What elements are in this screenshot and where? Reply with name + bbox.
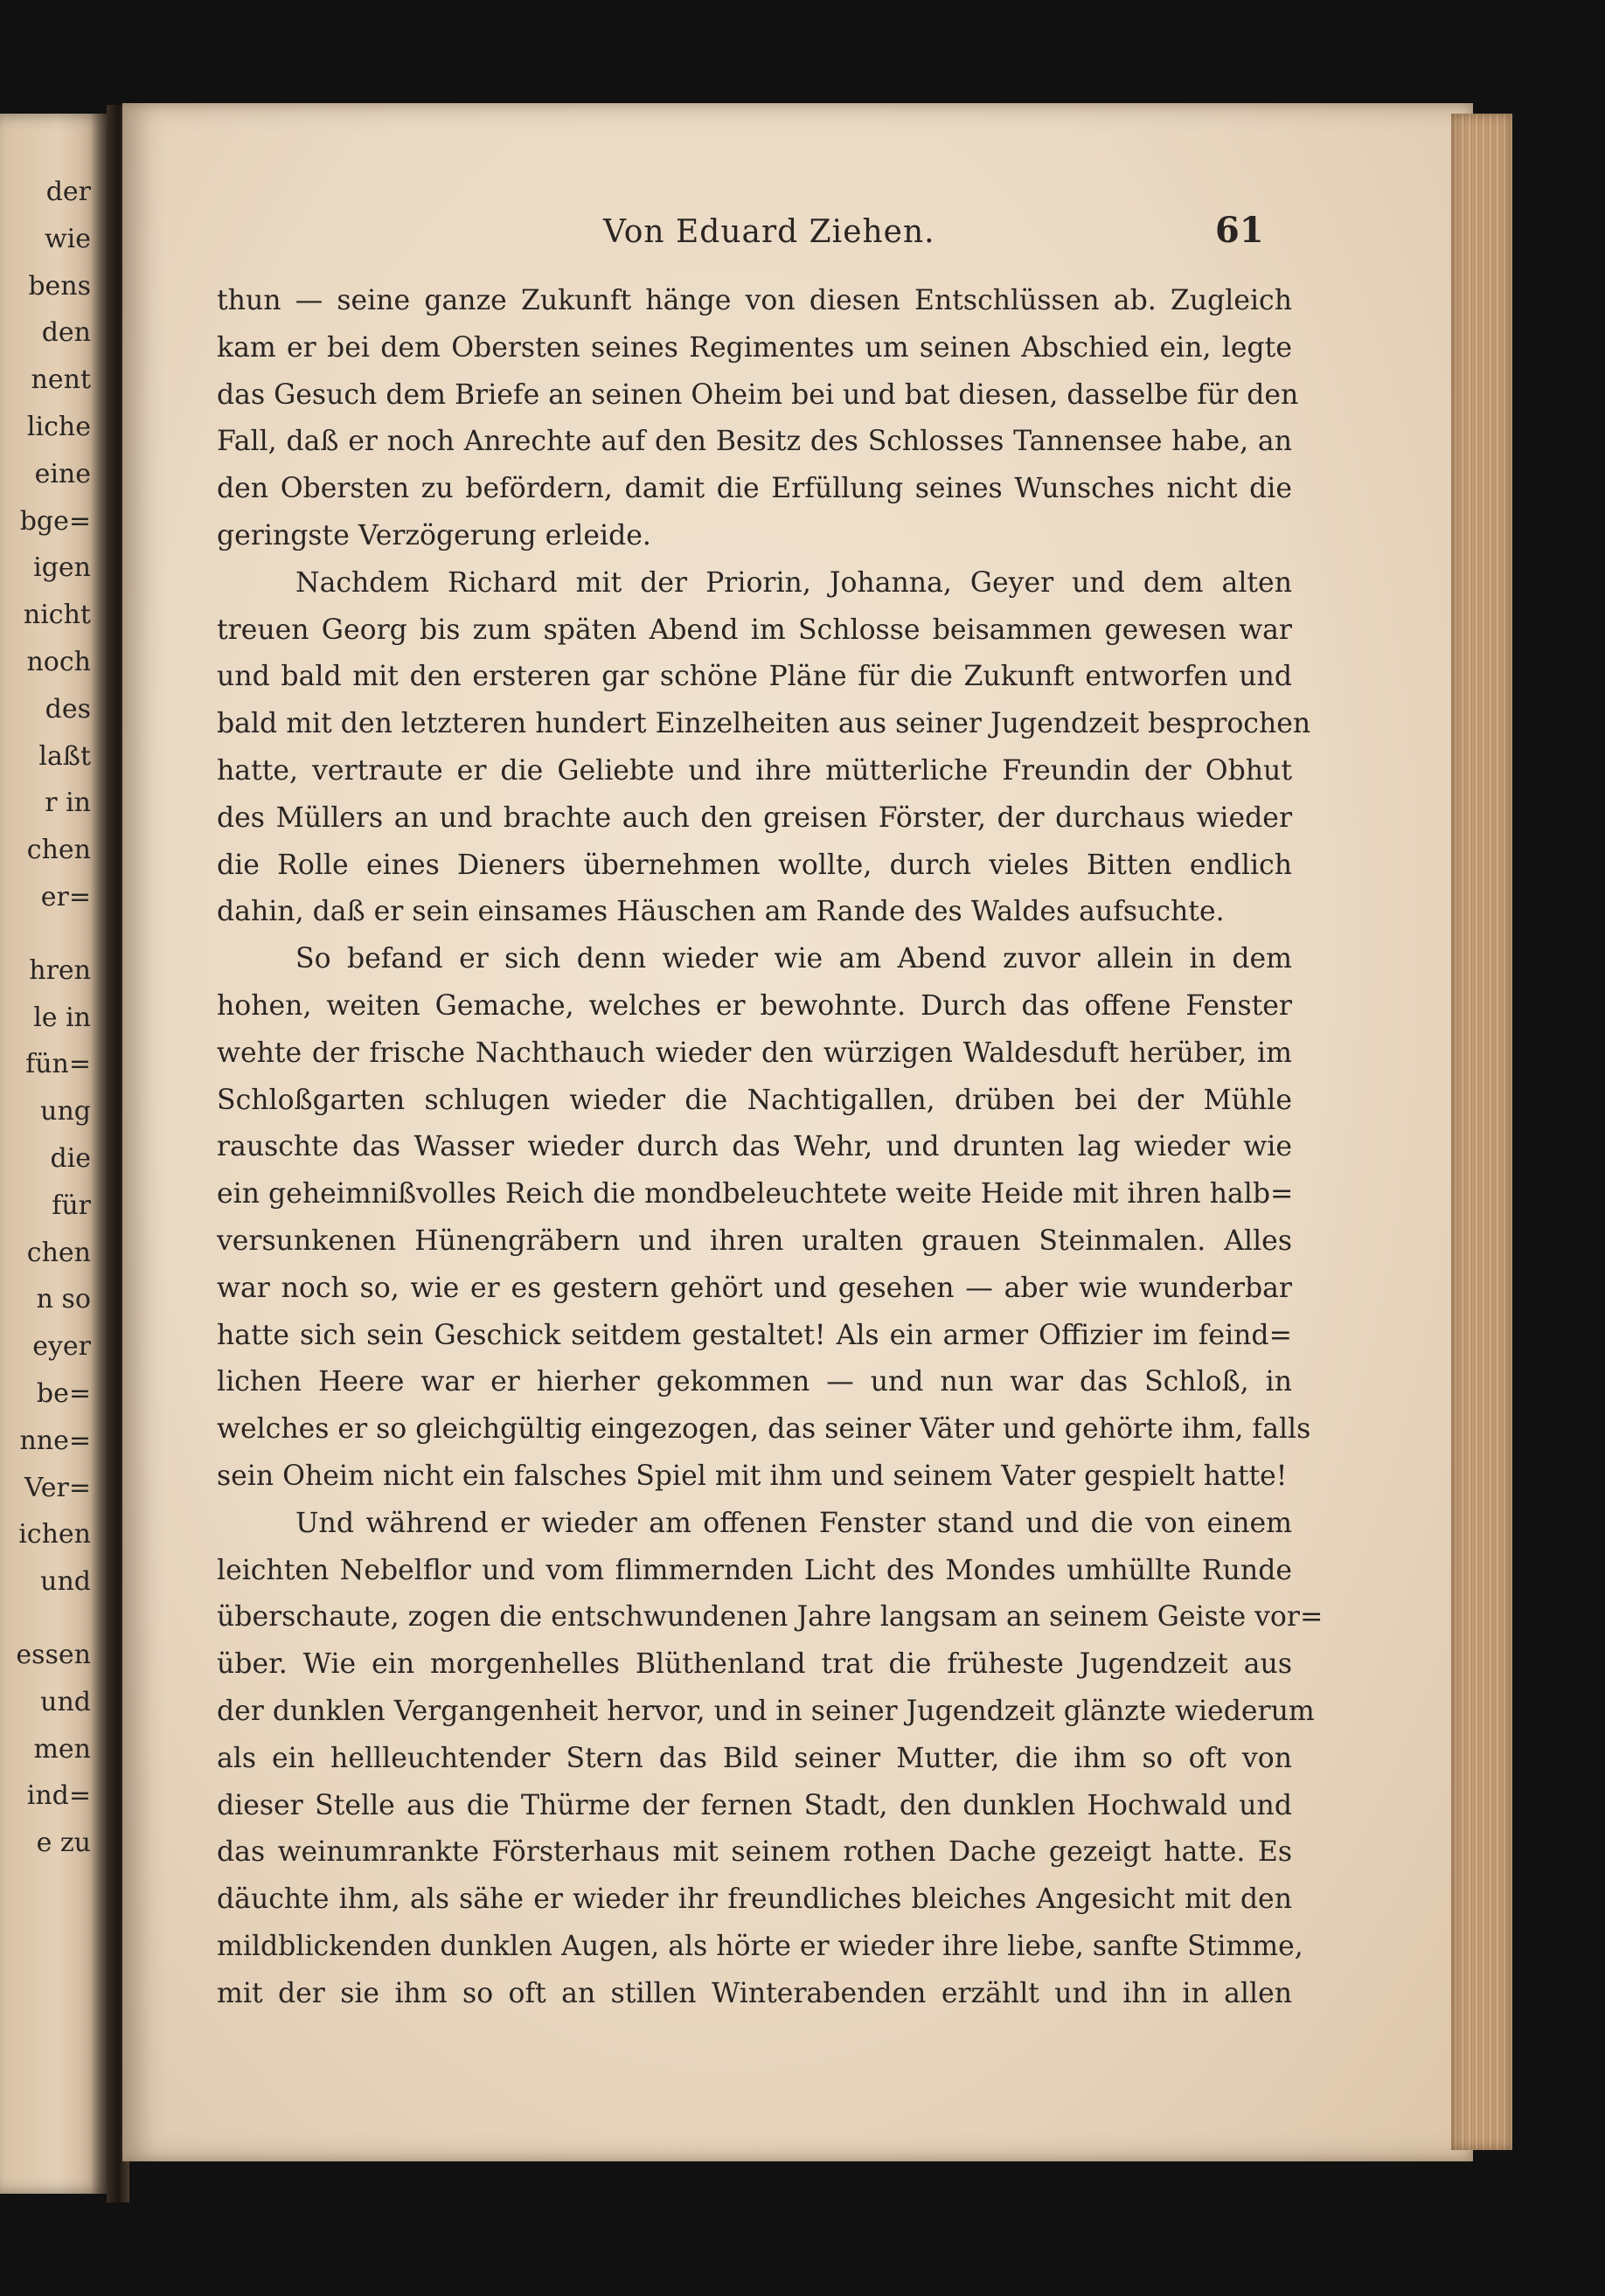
previous-page-fragment: liche — [26, 412, 91, 442]
previous-page-fragment: nent — [31, 364, 91, 396]
text-line: hatte sich sein Geschick seitdem gestaltet! Als ein armer Offizier im feind= — [217, 1319, 1292, 1351]
previous-page-fragment: und — [40, 1566, 91, 1598]
text-line: als ein hellleuchtender Stern das Bild seiner Mutter, die ihm so oft von — [217, 1742, 1292, 1774]
text-line: geringste Verzögerung erleide. — [217, 519, 651, 551]
previous-page-fragment: laßt — [38, 740, 91, 772]
text-line: des Müllers an und brachte auch den greisen Förster, der durchaus wieder — [217, 801, 1292, 834]
text-line: hohen, weiten Gemache, welches er bewohnte. Durch das offene Fenster — [217, 989, 1292, 1022]
previous-page-fragment: noch — [26, 647, 91, 677]
previous-page-fragment: bge= — [19, 505, 91, 537]
text-line: Fall, daß er noch Anrechte auf den Besitz des Schlosses Tannensee habe, an — [217, 426, 1292, 458]
text-line: das Gesuch dem Briefe an seinen Oheim bei und bat diesen, dasselbe für den — [217, 378, 1299, 411]
previous-page-fragment: chen — [26, 835, 91, 866]
text-line: das weinumrankte Försterhaus mit seinem rothen Dache gezeigt hatte. Es — [217, 1836, 1292, 1869]
text-line: lichen Heere war er hierher gekommen — und nun war das Schloß, in — [217, 1366, 1292, 1398]
running-title: Von Eduard Ziehen. — [603, 214, 935, 250]
previous-page-fragment: fün= — [25, 1049, 91, 1080]
previous-page-fragment: n so — [36, 1284, 91, 1315]
previous-page-fragment: Ver= — [24, 1472, 91, 1503]
previous-page-fragment: wie — [44, 223, 91, 254]
body-text — [217, 278, 1324, 2017]
text-line: mildblickenden dunklen Augen, als hörte er wieder ihre liebe, sanfte Stimme, — [217, 1930, 1303, 1962]
text-line: leichten Nebelflor und vom flimmernden Licht des Mondes umhüllte Runde — [217, 1554, 1292, 1586]
text-line: ein geheimnißvolles Reich die mondbeleuchtete weite Heide mit ihren halb= — [217, 1178, 1294, 1210]
text-line: däuchte ihm, als sähe er wieder ihr freundliches bleiches Angesicht mit den — [217, 1883, 1292, 1916]
text-line: Schloßgarten schlugen wieder die Nachtigallen, drüben bei der Mühle — [217, 1084, 1292, 1116]
text-line: welches er so gleichgültig eingezogen, das seiner Väter und gehörte ihm, falls — [217, 1413, 1311, 1446]
previous-page-fragment: be= — [36, 1378, 91, 1409]
previous-page-fragment: ichen — [18, 1519, 91, 1550]
page-edges — [1451, 114, 1512, 2150]
text-line: und bald mit den ersteren gar schöne Pläne für die Zukunft entworfen und — [217, 661, 1292, 693]
text-line: überschaute, zogen die entschwundenen Jahre langsam an seinem Geiste vor= — [217, 1601, 1324, 1634]
previous-page-fragment: r in — [45, 787, 91, 819]
previous-page-fragment: eyer — [32, 1331, 91, 1363]
text-line: den Obersten zu befördern, damit die Erfüllung seines Wunsches nicht die — [217, 473, 1292, 505]
text-line: rauschte das Wasser wieder durch das Wehr, und drunten lag wieder wie — [217, 1131, 1292, 1163]
previous-page-fragment: ung — [40, 1096, 91, 1127]
text-line: versunkenen Hünengräbern und ihren uralten grauen Steinmalen. Alles — [217, 1224, 1292, 1257]
previous-page-fragment: bens — [28, 270, 91, 302]
previous-page-fragment: nne= — [19, 1425, 91, 1456]
text-line: die Rolle eines Dieners übernehmen wollte, durch vieles Bitten endlich — [217, 849, 1292, 881]
previous-page-fragment: men — [33, 1733, 91, 1765]
previous-page-fragment: der — [45, 177, 91, 207]
previous-page-fragment: den — [41, 317, 91, 349]
previous-page-fragment: er= — [40, 882, 91, 912]
text-line: mit der sie ihm so oft an stillen Winterabenden erzählt und ihn in allen — [217, 1977, 1292, 2009]
previous-page-fragment: igen — [33, 552, 91, 584]
text-line: Nachdem Richard mit der Priorin, Johanna, Geyer und dem alten — [295, 566, 1292, 599]
text-line: sein Oheim nicht ein falsches Spiel mit ihm und seinem Vater gespielt hatte! — [217, 1460, 1288, 1492]
previous-page-fragment: ind= — [26, 1780, 91, 1812]
text-line: war noch so, wie er es gestern gehört und gesehen — aber wie wunderbar — [217, 1272, 1292, 1304]
text-line: dieser Stelle aus die Thürme der fernen Stadt, den dunklen Hochwald und — [217, 1789, 1292, 1821]
previous-page-fragment: für — [52, 1190, 91, 1221]
text-line: thun — seine ganze Zukunft hänge von diesen Entschlüssen ab. Zugleich — [217, 285, 1292, 316]
text-line: So befand er sich denn wieder wie am Abend zuvor allein in dem — [295, 943, 1292, 975]
text-line: der dunklen Vergangenheit hervor, und in seiner Jugendzeit glänzte wiederum — [217, 1695, 1315, 1727]
previous-page-fragment: essen — [16, 1640, 91, 1670]
text-line: treuen Georg bis zum späten Abend im Schlosse beisammen gewesen war — [217, 614, 1292, 646]
previous-page-fragment: nicht — [23, 600, 91, 631]
previous-page-fragment: hren — [29, 954, 91, 986]
previous-page-edge — [0, 114, 107, 2194]
previous-page-fragment: e zu — [36, 1828, 91, 1859]
previous-page-fragment: le in — [33, 1002, 91, 1033]
text-line: Und während er wieder am offenen Fenster stand und die von einem — [295, 1507, 1292, 1539]
text-line: hatte, vertraute er die Geliebte und ihre mütterliche Freundin der Obhut — [217, 754, 1292, 787]
text-line: über. Wie ein morgenhelles Blüthenland trat die früheste Jugendzeit aus — [217, 1648, 1292, 1681]
page-number: 61 — [1215, 210, 1264, 251]
text-line: wehte der frische Nachthauch wieder den würzigen Waldesduft herüber, im — [217, 1037, 1292, 1069]
text-line: bald mit den letzteren hundert Einzelheiten aus seiner Jugendzeit besprochen — [217, 708, 1311, 740]
previous-page-fragment: eine — [34, 458, 91, 489]
text-line: dahin, daß er sein einsames Häuschen am Rande des Waldes aufsuchte. — [217, 896, 1225, 928]
previous-page-fragment: chen — [26, 1237, 91, 1268]
previous-page-fragment: die — [50, 1143, 91, 1174]
previous-page-fragment: und — [40, 1686, 91, 1717]
text-line: kam er bei dem Obersten seines Regimentes um seinen Abschied ein, legte — [217, 331, 1292, 364]
previous-page-fragment: des — [45, 693, 91, 725]
